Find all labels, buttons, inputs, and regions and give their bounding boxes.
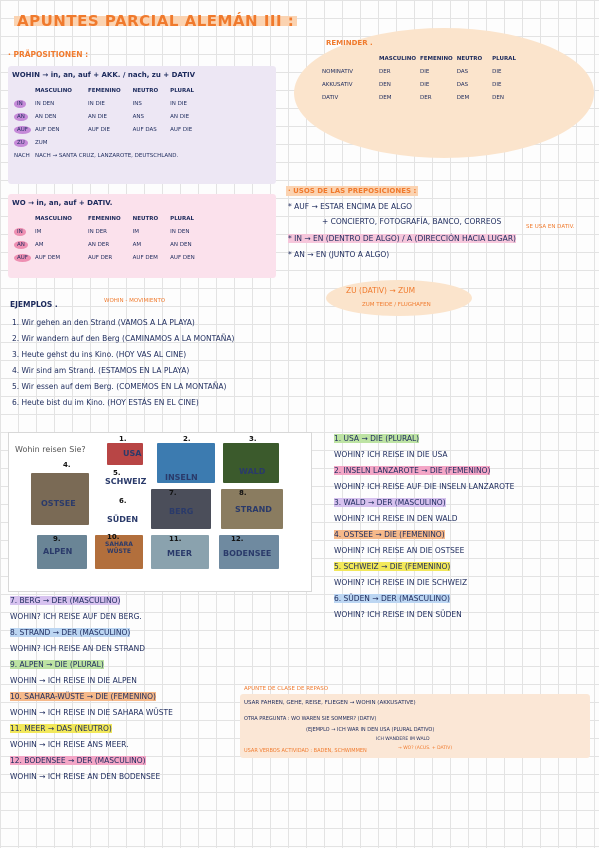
list-item: 8. STRAND → DER (MASCULINO) [10,628,131,637]
image-number: 3. [249,435,257,443]
table-row: NACH NACH → SANTA CRUZ, LANZAROTE, DEUTSCHLAND. [14,152,179,159]
table-row: AUF AUF DEM AUF DER AUF DEM AUF DEN [12,251,197,264]
list-item: WOHIN → ICH REISE AN DEN BODENSEE [10,772,161,781]
list-item: WOHIN → ICH REISE IN DIE ALPEN [10,676,137,685]
image-label: ALPEN [43,547,73,556]
list-item: WOHIN? ICH REISE IN DIE USA [334,450,448,459]
repaso-line: USAR FAHREN, GEHE, REISE, FLIEGEN → WOHIN (AKKUSATIVE) [244,700,416,706]
zu-rule: ZU (DATIV) → ZUM [346,286,416,295]
usos-line: * AUF → ESTAR ENCIMA DE ALGO [288,202,413,211]
col-neutro: NEUTRO [132,87,159,94]
image-label: BERG [169,507,194,516]
image-label: SAHARA WÜSTE [105,541,133,555]
list-item: 12. BODENSEE → DER (MASCULINO) [10,756,146,765]
example-item: 4. Wir sind am Strand. (ESTAMOS EN LA PLAYA) [12,366,190,375]
image-number: 2. [183,435,191,443]
col-neutro: NEUTRO [132,215,159,222]
usos-line: * IN → EN (DENTRO DE ALGO) / A (DIRECCIÓN HACIA LUGAR) [288,234,516,243]
col-neutro: NEUTRO [456,55,483,62]
usos-line: * AN → EN (JUNTO A ALGO) [288,250,390,259]
image-label: BODENSEE [223,549,272,558]
example-item: 2. Wir wandern auf den Berg (CAMINAMOS A LA MONTAÑA) [12,334,235,343]
list-item: WOHIN → ICH REISE IN DIE SAHARA WÜSTE [10,708,173,717]
example-item: 6. Heute bist du im Kino. (HOY ESTÁS EN EL CINE) [12,398,199,407]
table-row: AN AM AN DER AM AN DEN [12,238,197,251]
table-row: AN AN DEN AN DIE ANS AN DIE [12,110,196,123]
col-masculino: MASCULINO [34,215,72,222]
image-label: INSELN [165,473,198,482]
usos-heading: · USOS DE LAS PREPOSICIONES : [288,187,417,195]
example-item: 3. Heute gehst du ins Kino. (HOY VAS AL CINE) [12,350,187,359]
list-item: WOHIN? ICH REISE AN DEN STRAND [10,644,146,653]
wohin-rule: WOHIN → in, an, auf + AKK. / nach, zu + DATIV [12,71,196,79]
image-label: STRAND [235,505,272,514]
usos-note: SE USA EN DATIV. [526,224,575,230]
col-masculino: MASCULINO [379,55,417,62]
image-label: MEER [167,549,193,558]
col-masculino: MASCULINO [34,87,72,94]
table-row: DATIV DEM DER DEM DEN [322,94,504,101]
prep-heading: · PRÄPOSITIONEN : [8,50,89,59]
repaso-line: USAR VERBOS ACTIVIDAD : BADEN, SCHWIMMEN [244,748,367,754]
wo-rule: WO → in, an, auf + DATIV. [12,199,113,207]
col-plural: PLURAL [170,87,194,94]
image-label: OSTSEE [41,499,76,508]
wohin-reisen-image [8,432,312,592]
list-item: 2. INSELN LANZAROTE → DIE (FEMENINO) [334,466,491,475]
image-number: 7. [169,489,177,497]
list-item: 5. SCHWEIZ → DIE (FEMENINO) [334,562,451,571]
list-item: WOHIN? ICH REISE IN DEN WALD [334,514,458,523]
list-item: 1. USA → DIE (PLURAL) [334,434,420,443]
image-number: 10. [107,533,120,541]
list-item: 9. ALPEN → DIE (PLURAL) [10,660,104,669]
list-item: 11. MEER → DAS (NEUTRO) [10,724,112,733]
example-item: 5. Wir essen auf dem Berg. (COMEMOS EN LA MONTAÑA) [12,382,227,391]
col-plural: PLURAL [492,55,516,62]
repaso-line: OTRA PREGUNTA : WO WAREN SIE SOMMER? (DATIV) [244,716,377,722]
list-item: 10. SAHARA-WÜSTE → DIE (FEMENINO) [10,692,156,701]
image-number: 12. [231,535,244,543]
image-number: 5. [113,469,121,477]
image-number: 9. [53,535,61,543]
page-title: APUNTES PARCIAL ALEMÁN III : [14,16,297,26]
table-row: AKKUSATIV DEN DIE DAS DIE [322,81,502,88]
col-femenino: FEMENINO [87,87,121,94]
image-label: USA [123,449,142,458]
image-label: SÜDEN [107,515,139,524]
zu-examples: ZUM TEIDE / FLUGHAFEN [362,302,431,308]
image-number: 4. [63,461,71,469]
table-row: IN IM IN DER IM IN DEN [12,225,197,238]
table-row: ZU ZUM [12,136,196,149]
list-item: WOHIN? ICH REISE AUF DEN BERG. [10,612,142,621]
ejemplos-note: WOHIN - MOVIMIENTO [104,298,166,304]
image-label: WALD [239,467,266,476]
repaso-title: APUNTE DE CLASE DE REPASO [244,686,329,692]
image-number: 11. [169,535,182,543]
akk-table [12,84,196,162]
ejemplos-heading: EJEMPLOS . [10,300,58,309]
image-number: 1. [119,435,127,443]
col-femenino: FEMENINO [420,55,453,62]
repaso-line: (EJEMPLO → ICH WAR IN DEN USA (PLURAL DATIVO) [306,727,435,733]
repaso-line: ICH WANDERE IM WALD [376,737,430,742]
image-label: SCHWEIZ [105,477,147,486]
table-row: NOMINATIV DER DIE DAS DIE [322,68,502,75]
wald-photo [223,443,279,483]
example-item: 1. Wir gehen an den Strand (VAMOS A LA PLAYA) [12,318,195,327]
list-item: 7. BERG → DER (MASCULINO) [10,596,121,605]
usos-line: + CONCIERTO, FOTOGRAFÍA, BANCO, CORREOS [322,217,502,226]
list-item: WOHIN? ICH REISE AN DIE OSTSEE [334,546,465,555]
image-number: 8. [239,489,247,497]
image-question: Wohin reisen Sie? [15,445,86,454]
list-item: WOHIN? ICH REISE IN DIE SCHWEIZ [334,578,468,587]
repaso-note: → WO? (ACUS. + DATIV) [398,746,453,751]
table-row: AUF AUF DEN AUF DIE AUF DAS AUF DIE [12,123,196,136]
list-item: 4. OSTSEE → DIE (FEMENINO) [334,530,445,539]
col-femenino: FEMENINO [87,215,121,222]
col-plural: PLURAL [170,215,194,222]
list-item: WOHIN? ICH REISE IN DEN SÜDEN [334,610,462,619]
table-row: IN IN DEN IN DIE INS IN DIE [12,97,196,110]
list-item: WOHIN → ICH REISE ANS MEER. [10,740,129,749]
reminder-table [320,52,518,104]
list-item: 6. SÜDEN → DER (MASCULINO) [334,594,450,603]
dativ-table [12,212,197,264]
reminder-title: REMINDER . [326,39,373,47]
list-item: 3. WALD → DER (MASCULINO) [334,498,446,507]
list-item: WOHIN? ICH REISE AUF DIE INSELN LANZAROTE [334,482,515,491]
image-number: 6. [119,497,127,505]
